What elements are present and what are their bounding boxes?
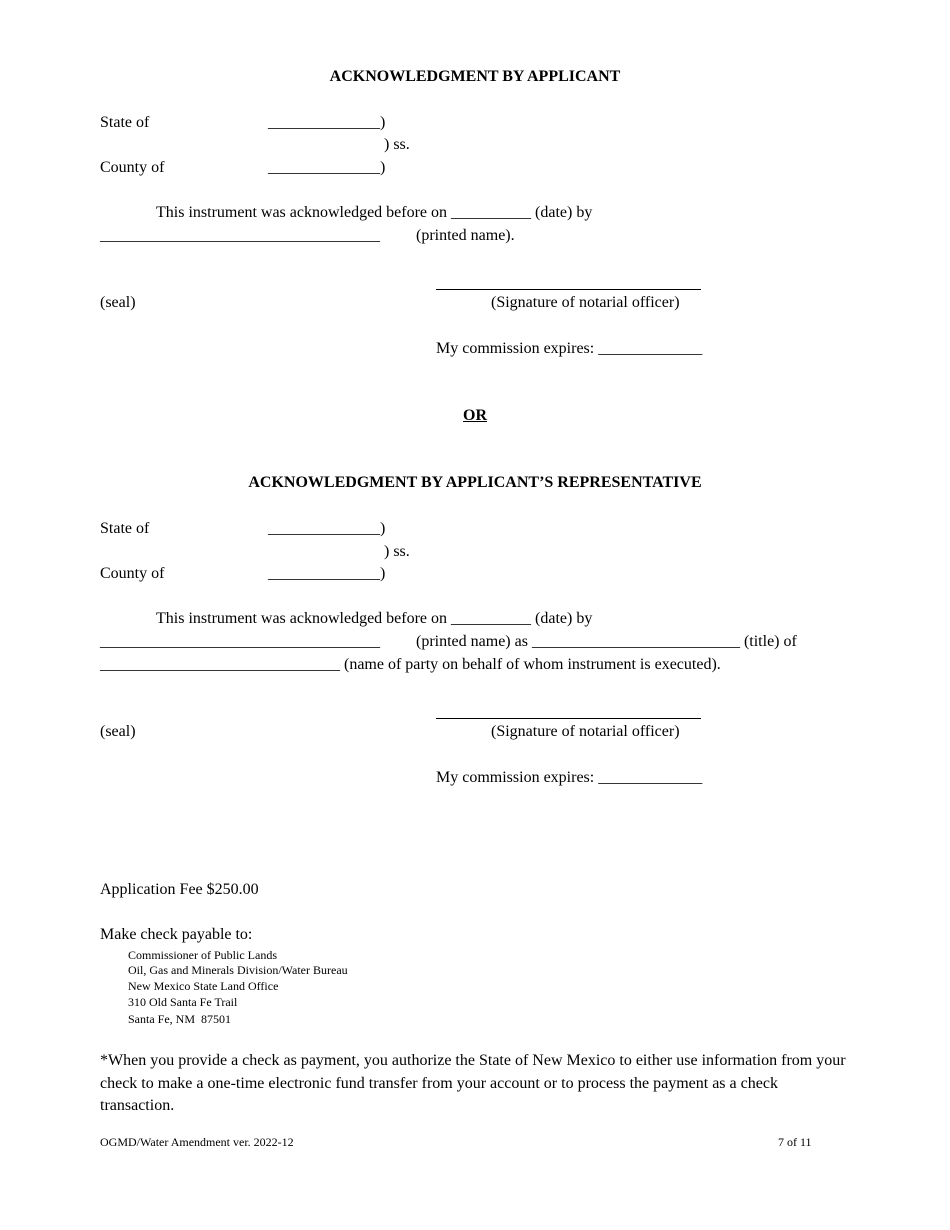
address-line: 310 Old Santa Fe Trail — [128, 995, 238, 1009]
section1-commission-expires: My commission expires: _____________ — [436, 340, 703, 357]
footer-version: OGMD/Water Amendment ver. 2022-12 — [100, 1135, 294, 1149]
or-separator: OR — [463, 407, 487, 424]
payable-label: Make check payable to: — [100, 926, 253, 943]
address-line: Commissioner of Public Lands — [128, 948, 277, 962]
section1-state-label: State of — [100, 114, 150, 131]
section2-party-name-line: ______________________________ (name of party on behalf of whom instrument is executed). — [100, 656, 721, 673]
section1-ss: ) ss. — [384, 136, 410, 153]
application-fee: Application Fee $250.00 — [100, 881, 259, 898]
address-line: Oil, Gas and Minerals Division/Water Bureau — [128, 963, 348, 977]
section1-printed-name-blank: ___________________________________ — [100, 227, 380, 244]
footer-page-number: 7 of 11 — [778, 1135, 812, 1149]
section2-printed-name-blank: ___________________________________ — [100, 633, 380, 650]
section2-ss: ) ss. — [384, 543, 410, 560]
section2-heading: ACKNOWLEDGMENT BY APPLICANT’S REPRESENTATIVE — [248, 474, 702, 491]
section2-signature-label: (Signature of notarial officer) — [491, 723, 680, 740]
section1-heading: ACKNOWLEDGMENT BY APPLICANT — [329, 68, 621, 85]
section2-state-blank: ______________) — [268, 520, 386, 537]
payment-disclaimer: *When you provide a check as payment, you authorize the State of New Mexico to either use information from your check to make a one-time electronic fund transfer from your account or to process the payment as a check transaction. — [100, 1052, 846, 1114]
section1-county-label: County of — [100, 159, 165, 176]
section2-commission-expires: My commission expires: _____________ — [436, 769, 703, 786]
section1-state-blank: ______________) — [268, 114, 386, 131]
section2-seal: (seal) — [100, 723, 136, 740]
section1-signature-label: (Signature of notarial officer) — [491, 294, 680, 311]
address-line: New Mexico State Land Office — [128, 979, 279, 993]
section2-county-blank: ______________) — [268, 565, 386, 582]
section2-printed-name-title: (printed name) as __________________________ (title) of — [416, 633, 797, 650]
section2-signature-line — [436, 718, 701, 719]
section2-state-label: State of — [100, 520, 150, 537]
section2-county-label: County of — [100, 565, 165, 582]
address-line: Santa Fe, NM 87501 — [128, 1012, 231, 1026]
section1-printed-name-label: (printed name). — [416, 227, 515, 244]
section2-ack-line1: This instrument was acknowledged before on __________ (date) by — [156, 610, 593, 627]
section1-signature-line — [436, 289, 701, 290]
section1-ack-line1: This instrument was acknowledged before on __________ (date) by — [156, 204, 593, 221]
section1-seal: (seal) — [100, 294, 136, 311]
section1-county-blank: ______________) — [268, 159, 386, 176]
